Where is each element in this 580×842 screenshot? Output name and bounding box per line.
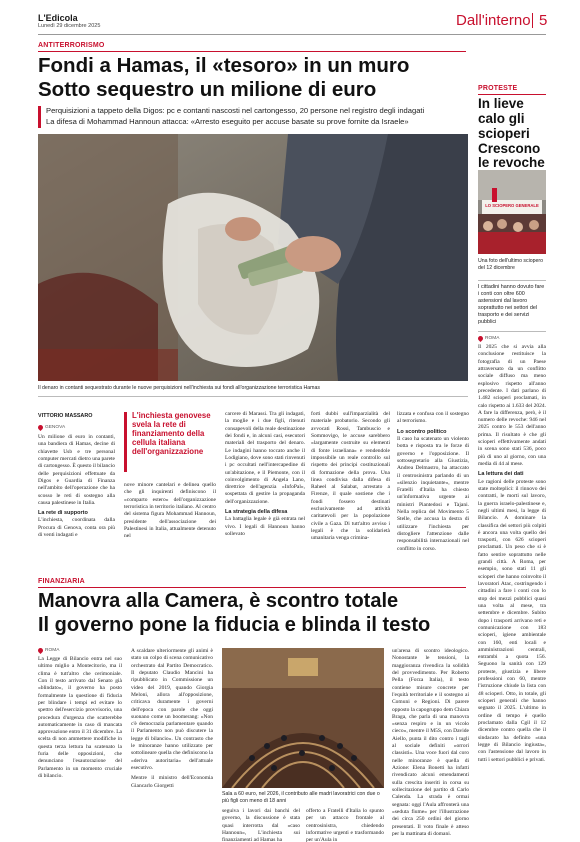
top-photo-caption: Il denaro in contanti sequestrato durante le nuove perquisizioni nell'inchiesta sui fondi all'organizzazione terroristica Hamas	[38, 385, 320, 391]
kicker-rule	[38, 51, 466, 52]
headline-second: Sotto sequestro un milione di euro	[38, 78, 377, 101]
chamber-illustration	[222, 648, 384, 788]
sidebar-body	[478, 344, 546, 764]
section-divider	[532, 13, 533, 28]
top-col-4: forti dubbi sull'imparzialità del materiale probatorio. Secondo gli avvocati Rossi, Tambuscio e Sommovigo, le accuse sarebbero «largamente costruite su elementi di fonte israeliana» e rendendole impossibile un reale controllo sul rispetto dei principi costituzionali di formazione della prova. Una linea condivisa dalla difesa di Raheel al Salabat, arrestato a Firenze, il quale sostiene che i fondi fossero destinati esclusivamente ad attività caritatevoli per la popolazione civile a Gaza. Di tutt'altro avviso i legali è che la solidarietà umanitaria venga crimina-	[311, 411, 390, 542]
top-col-2: nove minore cantelari e delinea quello che gli inquirenti definiscono il «comparto estero» dell'organizzazione terroristica in territorio italiano. Al centro del sistema figura Mohammad Hannoun, presidente dell'associazione dei Palestinesi in Italia, attualmente detenuto nel	[124, 482, 216, 540]
bottom-headline-second: Il governo pone la fiducia e blinda il testo	[38, 614, 431, 636]
masthead-brand: L'Edicola	[38, 13, 78, 23]
top-col-1-text: Un milione di euro in contanti, una bandiera di Hamas, decine di chiavette Usb e tre personal computer mercati dietro una parete di cartongesso. È questo il bilancio delle perquisizioni effettuate da Digos e Guardia di Finanza nell'ambito dell'operazione che ha scosso le reti di sostegno alla causa palestinese in Italia.	[38, 434, 115, 506]
sidebar-rule-2	[478, 331, 546, 332]
strike-photo	[478, 170, 546, 254]
sidebar-photo-caption: Una foto dell'ultimo sciopero del 12 dicembre	[478, 258, 544, 271]
bottom-photo-caption: Sala a 60 euro, nel 2026, il contributo alle madri lavoratrici con due o più figli con meno di 18 anni	[222, 791, 380, 804]
deck-line-1: Perquisizioni a tappeto della Digos: pc e contanti nascosti nel cartongesso, 20 persone nel registro degli indagati	[46, 106, 425, 115]
sidebar-note: I cittadini hanno dovuto fare i conti con oltre 600 astensioni dal lavoro soprattutto nei settori del trasporto e dei servizi pubblici	[478, 284, 545, 326]
sidebar-body-text-b: Le ragioni delle proteste sono state molteplici: il rinnovo dei contratti, le morti sul lavoro, la guerra israelo-palestinese e, negli ultimi mesi, la legge di Bilancio. A dominare la classifica dei settori più colpiti è ancora una volta quello dei trasporti, con 626 scioperi proclamati. Un peso che si è fatto sentire soprattutto nelle grandi città. A Roma, per esempio, sono stati 11 gli scioperi che hanno coinvolto il lavoratori Atac, costringendo i cittadini a fare i conti con lo stop dei mezzi pubblici quasi una volta al mese, tra settembre e dicembre. Subito dopo i trasporti arrivano reti e comunicazione con 183 scioperi, igiene ambientale con 160, enti locali e amministrazioni centrali, entrambi a quota 156. Seguono la sanità con 129 proteste, giustizia e libere professioni con 60, mentre l'istruzione chiude la lista con 48 scioperi. Otto, in totale, gli scioperi generali che hanno segnato il 2025. L'ultimo in ordine di tempo è quello proclamato dalla Cgil il 12 dicembre contro quella che il sindacato ha definito «una legge di Bilancio ingiusta», con l'astensione dal lavoro in tutti i settori pubblici e privati.	[478, 478, 546, 763]
sidebar-rule	[478, 280, 546, 281]
bottom-col-1: La Legge di Bilancio entra nel suo ultimo miglio a Montecitorio, ma il clima è tutt'altro che cerimoniale. Con il testo arrivato dal Senato già «blindato», il governo ha posto formalmente la questione di fiducia per blindare i tempi ed evitare lo spettro dell'esercizio provvisorio, una procedura d'urgenza che scatterebbe automaticamente in caso di mancata approvazione entro il 31 dicembre. La scelta di non ammettere modifiche in questa terza lettura ha scatenato la furia delle opposizioni, che denunciano l'esautorazione del Parlamento in un momento cruciale di bilancio.	[38, 656, 122, 779]
deck-bar	[38, 106, 41, 128]
location-pin-icon	[37, 647, 44, 654]
place-label: GENOVA	[45, 425, 66, 430]
pull-quote-bar	[124, 412, 127, 472]
page-number: 5	[539, 12, 548, 29]
kicker-antiterrorismo: ANTITERRORISMO	[38, 42, 105, 49]
pull-quote: L'inchiesta genovese svela la rete di finanziamento della cellula italiana dell'organizzazione	[132, 411, 211, 456]
kicker-finanziaria: FINANZIARIA	[38, 578, 85, 585]
top-col-5	[397, 411, 469, 553]
byline: VITTORIO MASSARO	[38, 413, 93, 419]
place-label: ROMA	[485, 336, 500, 341]
bottom-col-2	[131, 648, 213, 790]
strike-illustration	[478, 170, 546, 254]
location-pin-icon	[477, 335, 484, 342]
bottom-col-4-below: offerto a Fratelli d'Italia lo spunto per un attacco frontale al centrosinistra, chiedendo informative urgenti e trasformando per un'Aula in	[306, 808, 384, 842]
bottom-kicker-rule	[38, 587, 466, 588]
top-col-3	[225, 411, 305, 538]
masthead-rule	[38, 34, 546, 35]
cash-seizure-photo	[38, 134, 468, 381]
bottom-col-2-text-b: Mentre il ministro dell'Economia Giancarlo Giorgetti	[131, 775, 213, 789]
subhead-scontro: Lo scontro politico	[397, 428, 447, 435]
caption-rule	[38, 396, 468, 397]
sidebar-kicker-rule	[478, 94, 546, 95]
bottom-headline-main: Manovra alla Camera, è scontro totale	[38, 590, 399, 612]
top-col-1	[38, 434, 115, 539]
headline-main: Fondi a Hamas, il «tesoro» in un muro	[38, 54, 410, 77]
dateline-genova	[38, 425, 65, 430]
subhead-difesa: La strategia della difesa	[225, 509, 288, 516]
kicker-proteste: PROTESTE	[478, 85, 518, 92]
subhead-rete: La rete di supporto	[38, 510, 88, 517]
bottom-col-5: un'arena di scontro ideologico. Nonostante le tensioni, la maggioranza rivendica la solidità del provvedimento. Per Roberto Pella (Forza Italia), il testo contiene misure concrete per l'equità territoriale e il sostegno ai Comuni e Regioni. Di parere opposto la capogruppo dem Chiara Braga, che parla di una manovra «senza respiro e in un vicolo cieco», mentre il M5S, con Davide Aiello, punta il dito contro i tagli al sociale definiti «orrori classisti». Una voce fuori dal coro nelle minoranze è quella di Azione: Elena Bonetti ha infatti rivendicato alcuni emendamenti sulla crescita inseriti in corsa su sollecitazione del partito di Carlo Calenda. La strada è ormai segnata: oggi l'Aula affronterà una «seduta fiume» per l'illustrazione dei circa 250 ordini del giorno presentati. Il voto finale è atteso per la mattinata di domani.	[392, 648, 469, 837]
location-pin-icon	[37, 424, 44, 431]
top-col-3-text: carcere di Marassi. Tra gli indagati, la moglie e i due figli, ritenuti consapevoli della reale destinazione dei fondi e, in alcuni casi, esecutori materiali del trasporto del denaro. Le indagini hanno toccato anche il Lodigiano, dove sono stati rinvenuti i pc occultati nell'intercapedine di un'abitazione, e il Piemonte, con il coinvolgimento di Angela Lano, direttrice dell'agenzia «InfoPal», sospettata di gestire la propaganda dell'organizzazione.	[225, 411, 305, 505]
section-name: Dall'interno	[456, 12, 531, 29]
dateline-roma-bottom	[38, 648, 59, 653]
subhead-lettura: La lettura dei dati	[478, 471, 524, 478]
top-col-1-text-b: L'inchiesta, coordinata dalla Procura di Genova, conta ora più di venti indagati e	[38, 517, 115, 539]
sidebar-headline: In lieve calo gli scioperi Crescono le revoche	[478, 96, 545, 171]
place-label: ROMA	[45, 648, 60, 653]
top-col-3-text-b: La battaglia legale è già entrata nel vivo. I legali di Hannoun hanno sollevato	[225, 516, 305, 537]
strike-banner-text: LO SCIOPERO GENERALE	[485, 203, 539, 208]
chamber-photo	[222, 648, 384, 788]
top-col-5-text: lizzata e confusa con il sostegno al terrorismo.	[397, 411, 469, 425]
dateline-roma-sidebar	[478, 336, 499, 341]
cash-seizure-illustration	[38, 134, 468, 381]
sidebar-body-text: Il 2025 che si avvia alla conclusione restituisce la fotografia di un Paese attraversato da un conflitto sociale diffuso ma meno esplosivo rispetto all'anno precedente. I dati parlano di 1.482 scioperi proclamati, in calo rispetto ai 1.633 del 2024. A fare la differenza, però, è il numero delle revoche: 946 nel 2025 contro le 553 dell'anno prima. Il risultato è che gli scioperi effettivamente andati in scena sono stati 536, poco più di uno al giorno, con una media di 44 al mese.	[478, 344, 546, 467]
bottom-col-3-below: seguiva i lavori dai banchi del governo, la discussione è stata quasi interrotta dal «caso Hannoun», L'inchiesta sui finanziamenti ad Hamas ha	[222, 808, 300, 842]
deck-line-2: La difesa di Mohammad Hannoun attacca: «Arresto eseguito per accuse basate su prove fornite da Israele»	[46, 117, 409, 126]
bottom-col-2-text: A scaldare ulteriormente gli animi è stato un colpo di scena comunicativo orchestrato dal Partito Democratico. Il deputato Claudio Mancini ha ripubblicato in Commissione un video del 2019, quando Giorgia Meloni, allora all'opposizione, criticava duramente i governi dell'epoca con parole che oggi suonano come un boomerang: «Non c'è democrazia parlamentare quando il Parlamento non può discutere la legge di bilancio». Un contrasto che le minoranze hanno utilizzato per sottolineare quella che definiscono la «deriva autoritaria» dell'attuale esecutivo.	[131, 648, 213, 771]
masthead-date: Lunedì 29 dicembre 2025	[38, 23, 101, 29]
top-col-5-text-b: Il caso ha scatenato un violento botta e risposta tra le forze di governo e l'opposizione. Il sottosegretario alla Giustizia, Andrea Delmastro, ha attaccato il centrosinistra parlando di un «silenzio inquietante», mentre Fratelli d'Italia ha chiesto un'informativa urgente ai ministri Piantedosi e Tajani. Nella replica del Movimento 5 Stelle, che accusa la destra di utilizzare l'inchiesta per distogliere l'attenzione dalle responsabilità internazionali nel conflitto in corso.	[397, 435, 469, 552]
